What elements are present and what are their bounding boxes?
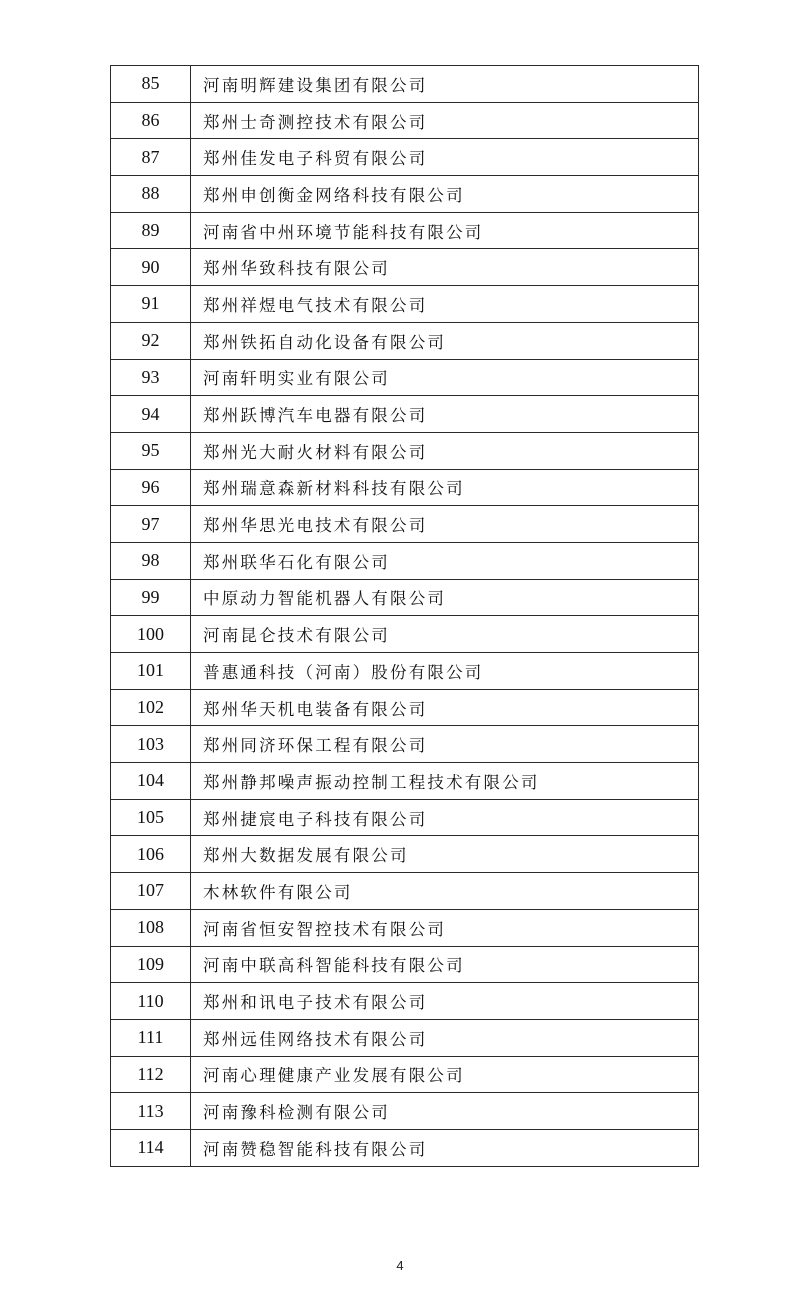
table-row [111,689,699,726]
row-number: 87 [111,139,191,176]
company-list-table [110,65,699,1167]
table-row [111,542,699,579]
table-row [111,1093,699,1130]
company-name: 郑州瑞意森新材料科技有限公司 [191,469,699,506]
company-name: 河南中联高科智能科技有限公司 [191,946,699,983]
row-number: 100 [111,616,191,653]
row-number: 91 [111,286,191,323]
table-row [111,873,699,910]
company-name: 郑州跃博汽车电器有限公司 [191,396,699,433]
company-name: 郑州大数据发展有限公司 [191,836,699,873]
row-number: 93 [111,359,191,396]
company-name: 郑州华致科技有限公司 [191,249,699,286]
row-number: 97 [111,506,191,543]
company-name: 河南省恒安智控技术有限公司 [191,909,699,946]
table-row [111,469,699,506]
table-row [111,946,699,983]
table-row [111,432,699,469]
company-name: 郑州华天机电装备有限公司 [191,689,699,726]
company-name: 郑州士奇测控技术有限公司 [191,102,699,139]
company-name: 郑州佳发电子科贸有限公司 [191,139,699,176]
table-row [111,579,699,616]
table-row [111,102,699,139]
company-name: 河南豫科检测有限公司 [191,1093,699,1130]
table-row [111,726,699,763]
company-name: 河南明辉建设集团有限公司 [191,66,699,103]
row-number: 98 [111,542,191,579]
company-name: 郑州同济环保工程有限公司 [191,726,699,763]
table-row [111,909,699,946]
company-list-body [111,66,699,1167]
table-row [111,763,699,800]
company-name: 郑州光大耐火材料有限公司 [191,432,699,469]
row-number: 113 [111,1093,191,1130]
row-number: 102 [111,689,191,726]
row-number: 110 [111,983,191,1020]
company-name: 郑州联华石化有限公司 [191,542,699,579]
row-number: 112 [111,1056,191,1093]
row-number: 101 [111,653,191,690]
row-number: 90 [111,249,191,286]
row-number: 106 [111,836,191,873]
table-row [111,176,699,213]
row-number: 114 [111,1129,191,1166]
table-row [111,506,699,543]
row-number: 96 [111,469,191,506]
company-name: 木林软件有限公司 [191,873,699,910]
row-number: 105 [111,799,191,836]
table-row [111,249,699,286]
row-number: 103 [111,726,191,763]
page-number: 4 [396,1258,404,1273]
company-name: 河南省中州环境节能科技有限公司 [191,212,699,249]
row-number: 107 [111,873,191,910]
company-name: 郑州和讯电子技术有限公司 [191,983,699,1020]
table-row [111,616,699,653]
row-number: 88 [111,176,191,213]
table-row [111,212,699,249]
row-number: 89 [111,212,191,249]
company-name: 郑州捷宸电子科技有限公司 [191,799,699,836]
row-number: 94 [111,396,191,433]
table-row [111,139,699,176]
table-row [111,396,699,433]
row-number: 86 [111,102,191,139]
row-number: 108 [111,909,191,946]
company-name: 郑州祥煜电气技术有限公司 [191,286,699,323]
table-row [111,1019,699,1056]
table-row [111,836,699,873]
row-number: 99 [111,579,191,616]
table-row [111,799,699,836]
table-row [111,286,699,323]
company-name: 普惠通科技（河南）股份有限公司 [191,653,699,690]
company-name: 郑州申创衡金网络科技有限公司 [191,176,699,213]
company-name: 郑州远佳网络技术有限公司 [191,1019,699,1056]
row-number: 111 [111,1019,191,1056]
company-name: 郑州华思光电技术有限公司 [191,506,699,543]
company-name: 河南赞稳智能科技有限公司 [191,1129,699,1166]
row-number: 95 [111,432,191,469]
table-row [111,322,699,359]
row-number: 92 [111,322,191,359]
table-row [111,1056,699,1093]
company-name: 河南轩明实业有限公司 [191,359,699,396]
table-row [111,66,699,103]
company-name: 河南昆仑技术有限公司 [191,616,699,653]
row-number: 109 [111,946,191,983]
row-number: 85 [111,66,191,103]
row-number: 104 [111,763,191,800]
table-row [111,653,699,690]
company-name: 中原动力智能机器人有限公司 [191,579,699,616]
company-name: 河南心理健康产业发展有限公司 [191,1056,699,1093]
company-name: 郑州静邦噪声振动控制工程技术有限公司 [191,763,699,800]
table-row [111,359,699,396]
table-row [111,1129,699,1166]
table-row [111,983,699,1020]
company-name: 郑州铁拓自动化设备有限公司 [191,322,699,359]
